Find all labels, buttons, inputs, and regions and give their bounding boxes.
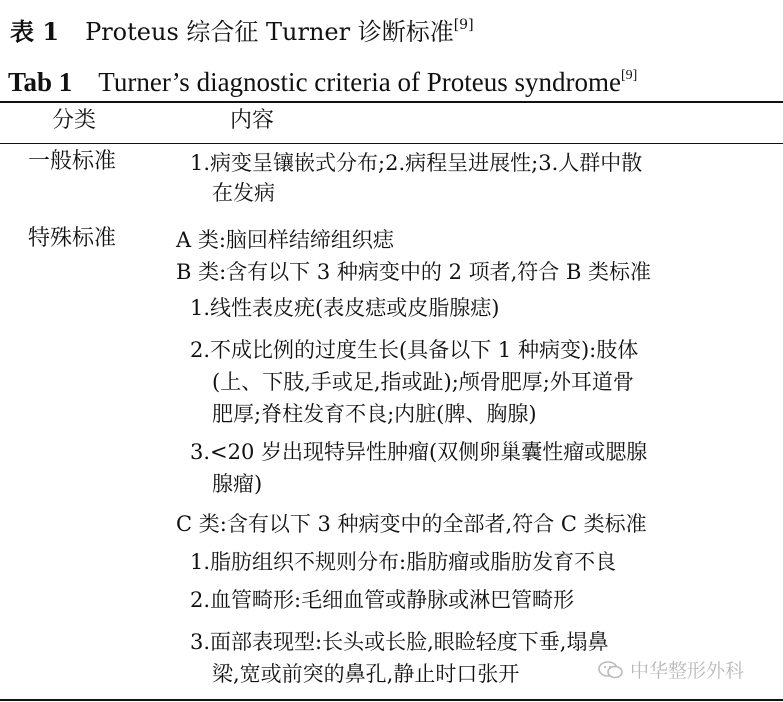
table-bottom-rule <box>0 699 783 701</box>
category-special: 特殊标准 <box>28 226 117 251</box>
column-header-content: 内容 <box>230 108 275 133</box>
column-header-category: 分类 <box>52 108 97 133</box>
class-c-item-3: 3.面部表现型:长头或长脸,眼睑轻度下垂,塌鼻 <box>190 630 609 654</box>
table-top-rule <box>0 101 783 103</box>
class-b-line: B 类:含有以下 3 种病变中的 2 项者,符合 B 类标准 <box>176 260 652 284</box>
reference-cn[interactable]: [9] <box>453 17 474 33</box>
watermark <box>598 656 744 683</box>
class-c-line: C 类:含有以下 3 种病变中的全部者,符合 C 类标准 <box>176 512 647 536</box>
category-general: 一般标准 <box>28 149 117 174</box>
table-label-en: Tab 1 <box>8 67 73 97</box>
class-b-item-1: 1.线性表皮疣(表皮痣或皮脂腺痣) <box>190 296 500 320</box>
class-b-item-2: 2.不成比例的过度生长(具备以下 1 种病变):肢体 <box>190 338 639 362</box>
class-b-item-2-cont-1: (上、下肢,手或足,指或趾);颅骨肥厚;外耳道骨 <box>212 370 634 394</box>
class-c-item-3-cont: 梁,宽或前突的鼻孔,静止时口张开 <box>212 662 520 686</box>
class-b-item-3-cont: 腺瘤) <box>212 472 263 496</box>
class-c-item-2: 2.血管畸形:毛细血管或静脉或淋巴管畸形 <box>190 588 575 612</box>
wechat-icon <box>598 660 624 680</box>
table-label-cn: 表 1 <box>10 17 60 46</box>
table-header-rule <box>0 143 783 144</box>
class-b-item-3: 3.<20 岁出现特异性肿瘤(双侧卵巢囊性瘤或腮腺 <box>190 440 648 464</box>
watermark-text: 中华整形外科 <box>630 660 745 682</box>
general-line-2: 在发病 <box>212 181 275 205</box>
table-title-en <box>8 60 637 100</box>
table-title-cn <box>10 10 474 49</box>
general-line-1: 1.病变呈镶嵌式分布;2.病程呈进展性;3.人群中散 <box>190 151 643 175</box>
class-b-item-2-cont-2: 肥厚;脊柱发育不良;内脏(脾、胸腺) <box>212 402 537 426</box>
reference-en[interactable]: [9] <box>620 68 638 83</box>
table-title-cn-text: Proteus 综合征 Turner 诊断标准 <box>85 18 454 46</box>
class-c-item-1: 1.脂肪组织不规则分布:脂肪瘤或脂肪发育不良 <box>190 550 617 574</box>
table-title-en-text: Turner’s diagnostic criteria of Proteus syndrome <box>98 67 621 97</box>
class-a-line: A 类:脑回样结缔组织痣 <box>176 228 394 252</box>
